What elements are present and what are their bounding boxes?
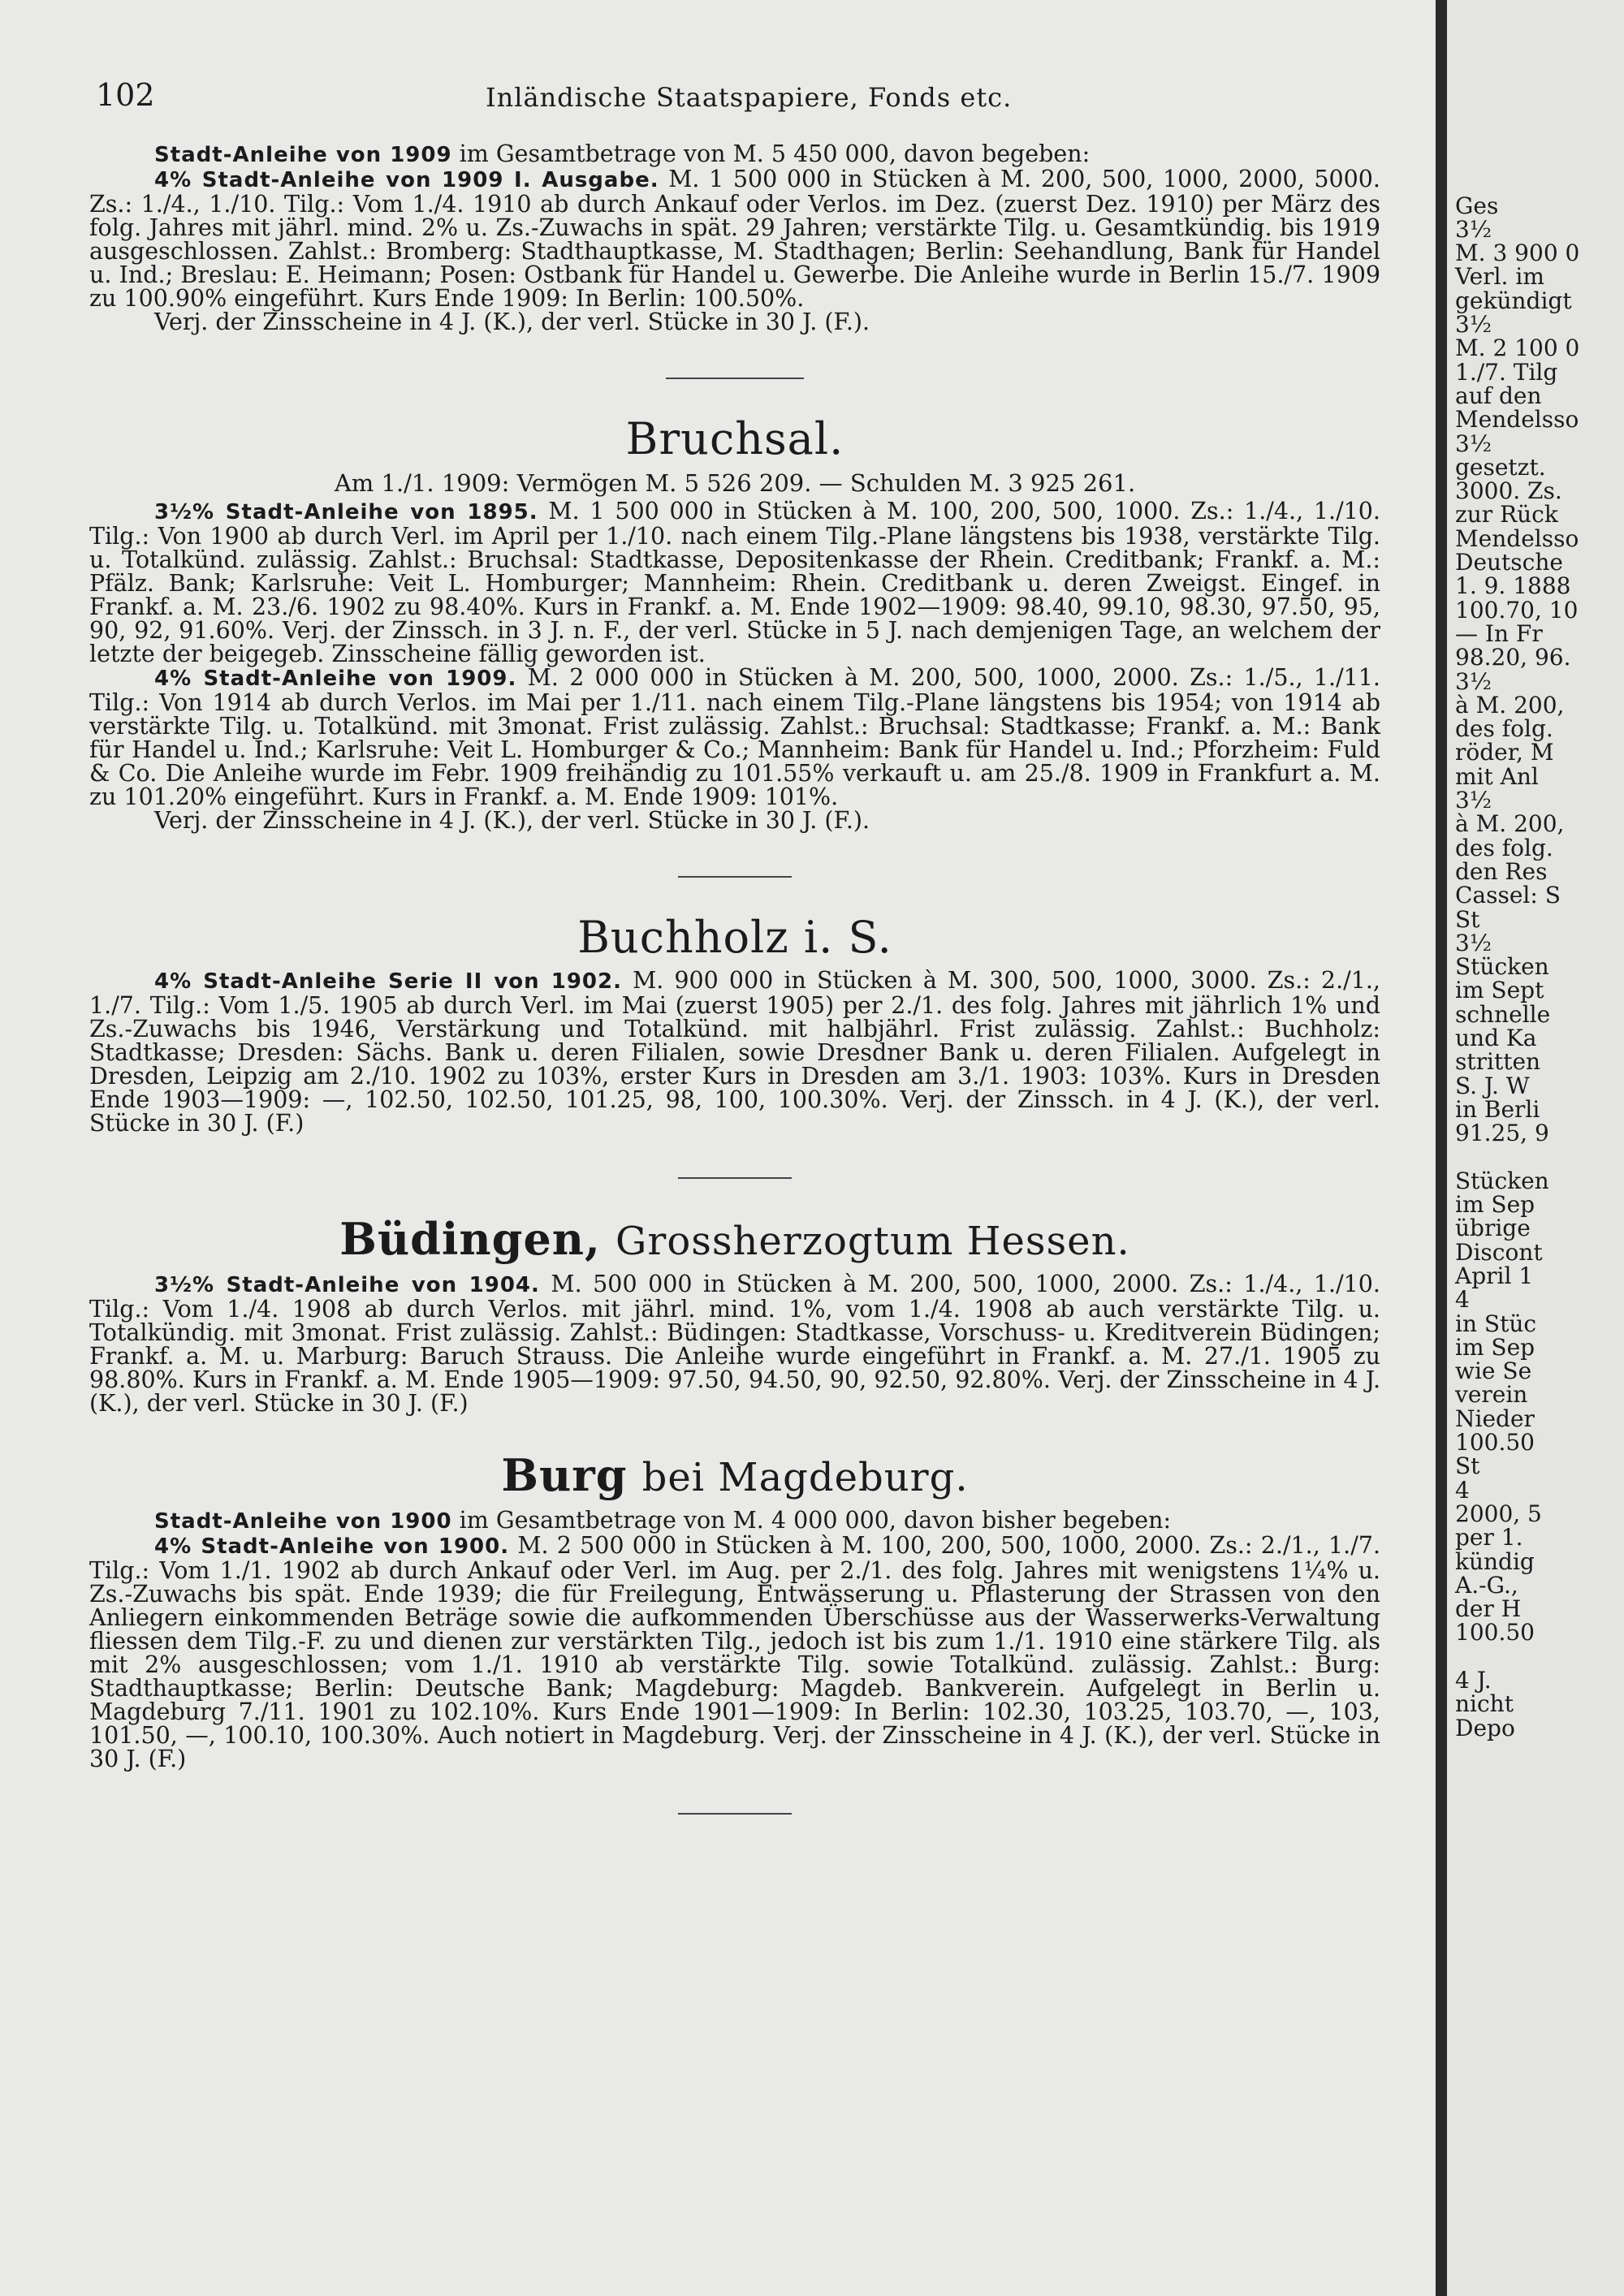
adjacent-page-line: Nieder bbox=[1455, 1405, 1535, 1432]
adjacent-page-line: 4 bbox=[1455, 1476, 1470, 1504]
city-subtitle: Grossherzogtum Hessen. bbox=[615, 1219, 1130, 1264]
adjacent-page-line: St bbox=[1455, 1452, 1480, 1480]
adjacent-page-line: des folg. bbox=[1455, 715, 1553, 743]
adjacent-page-line: der H bbox=[1455, 1595, 1522, 1623]
loan-text: M. 500 000 in Stücken à M. 200, 500, 1000, 2000. Zs.: 1./4., 1./10. Tilg.: Vom 1./4. 1908 ab durch Verlos. mit jährl. mind. 1%, vom 1./4. 1908 ab auch verstärkte Tilg. u. Totalkündig. mit 3monat. Frist zulässig. Zahlst.: Büdingen: Stadtkasse, Vorschuss- u. Kreditverein Büdingen; Frankf. a. M. u. Marburg: Baruch Strauss. Die Anleihe wurde eingeführt in Frankf. a. M. 27./1. 1905 zu 98.80%. Kurs in Frankf. a. M. Ende 1905—1909: 97.50, 94.50, 90, 92.50, 92.80%. Verj. der Zinsscheine in 4 J. (K.), der verl. Stücke in 30 J. (F.) bbox=[89, 1271, 1380, 1417]
adjacent-page-line: mit Anl bbox=[1455, 762, 1539, 790]
adjacent-page-line: 4 bbox=[1455, 1286, 1470, 1314]
city-heading bbox=[89, 1451, 1380, 1502]
adjacent-page-line bbox=[1447, 1145, 1624, 1168]
loan-entry bbox=[89, 1508, 1380, 1534]
section-divider bbox=[678, 1177, 792, 1179]
adjacent-page-line: 2000, 5 bbox=[1455, 1500, 1542, 1527]
loan-text: im Gesamtbetrage von M. 5 450 000, davon begeben: bbox=[451, 140, 1091, 167]
adjacent-page-line: Ges bbox=[1455, 192, 1499, 219]
loan-title: 3½% Stadt-Anleihe von 1904. bbox=[154, 1273, 540, 1297]
loan-title: 4% Stadt-Anleihe von 1900. bbox=[154, 1534, 510, 1559]
adjacent-page-line: à M. 200, bbox=[1455, 691, 1565, 719]
adjacent-page-line: im Sep bbox=[1455, 1333, 1535, 1361]
city-subtitle: bei Magdeburg. bbox=[641, 1455, 969, 1500]
city-heading bbox=[89, 415, 1380, 464]
adjacent-page-line: stritten bbox=[1455, 1048, 1541, 1076]
adjacent-page-line: Stücken bbox=[1455, 1167, 1549, 1194]
adjacent-page-line: übrige bbox=[1455, 1215, 1531, 1242]
adjacent-page-line: gesetzt. bbox=[1455, 453, 1546, 481]
adjacent-page-line: 3½ bbox=[1455, 667, 1492, 695]
adjacent-page-line: 98.20, 96. bbox=[1455, 644, 1571, 671]
adjacent-page-line: auf den bbox=[1455, 382, 1542, 409]
city-name: Burg bbox=[501, 1449, 628, 1501]
city-name: Buchholz i. S. bbox=[577, 912, 892, 963]
adjacent-page-line: den Res bbox=[1455, 857, 1548, 885]
city-heading bbox=[89, 913, 1380, 962]
adjacent-page-line: 100.50 bbox=[1455, 1619, 1535, 1646]
adjacent-page-line: schnelle bbox=[1455, 1000, 1551, 1028]
adjacent-page-line: 3000. Zs. bbox=[1455, 477, 1562, 505]
loan-entry bbox=[89, 142, 1380, 167]
adjacent-page-line: wie Se bbox=[1455, 1357, 1532, 1385]
adjacent-page-line: 3½ bbox=[1455, 429, 1492, 457]
adjacent-page-line: Verl. im bbox=[1455, 263, 1544, 291]
adjacent-page-strip bbox=[1447, 0, 1624, 2296]
adjacent-page-line bbox=[1447, 170, 1624, 193]
loan-title: 3½% Stadt-Anleihe von 1895. bbox=[154, 500, 538, 524]
loan-title: Stadt-Anleihe von 1900 bbox=[154, 1509, 452, 1534]
adjacent-page-line: kündig bbox=[1455, 1547, 1535, 1575]
adjacent-page-line: nicht bbox=[1455, 1690, 1514, 1718]
adjacent-page-line: 91.25, 9 bbox=[1455, 1120, 1549, 1147]
loan-entry bbox=[89, 167, 1380, 310]
adjacent-page-line: Stücken bbox=[1455, 953, 1549, 981]
adjacent-page-line: des folg. bbox=[1455, 834, 1553, 861]
adjacent-page-line: Deutsche bbox=[1455, 549, 1563, 576]
city-heading bbox=[89, 1215, 1380, 1266]
loan-text: Verj. der Zinsscheine in 4 J. (K.), der verl. Stücke in 30 J. (F.). bbox=[154, 807, 870, 834]
adjacent-page-line: Mendelsso bbox=[1455, 406, 1579, 434]
adjacent-page-line: in Berli bbox=[1455, 1095, 1540, 1123]
adjacent-page-line: April 1 bbox=[1455, 1262, 1534, 1289]
city-finances: Am 1./1. 1909: Vermögen M. 5 526 209. — Schulden M. 3 925 261. bbox=[334, 469, 1136, 497]
loan-text: M. 2 000 000 in Stücken à M. 200, 500, 1000, 2000. Zs.: 1./5., 1./11. Tilg.: Von 1914 ab durch Verlos. im Mai per 1./11. nach einem Tilg.-Plane längstens bis 1954; von 1914 ab verstärkte Tilg. u. Totalkünd. mit 3monat. Frist zulässig. Zahlst.: Bruchsal: Stadtkasse; Frankf. a. M.: Bank für Handel u. Ind.; Karlsruhe: Veit L. Homburger & Co.; Mannheim: Bank für Handel u. Ind.; Pforzheim: Fuld & Co. Die Anleihe wurde im Febr. 1909 freihändig zu 101.55% verkauft u. am 25./8. 1909 in Frankfurt a. M. zu 101.20% eingeführt. Kurs in Frankf. a. M. Ende 1909: 101%. bbox=[89, 664, 1380, 810]
adjacent-page-line: 100.50 bbox=[1455, 1429, 1535, 1457]
section-divider bbox=[678, 1813, 792, 1815]
adjacent-page-text bbox=[1447, 146, 1624, 1740]
adjacent-page-line: M. 3 900 0 bbox=[1455, 240, 1580, 267]
adjacent-page-line: Discont bbox=[1455, 1238, 1543, 1266]
loan-entry bbox=[89, 310, 1380, 335]
adjacent-page-line: 3½ bbox=[1455, 215, 1492, 243]
adjacent-page-line: im Sept bbox=[1455, 977, 1544, 1004]
loan-entry bbox=[89, 499, 1380, 666]
loan-text: M. 1 500 000 in Stücken à M. 100, 200, 500, 1000. Zs.: 1./4., 1./10. Tilg.: Von 1900 ab durch Verl. im April per 1./10. nach einem Tilg.-Plane längstens bis 1938, verstärkte Tilg. u. Totalkünd. zulässig. Zahlst.: Bruchsal: Stadtkasse, Depositenkasse der Rhein. Creditbank; Frankf. a. M.: Pfälz. Bank; Karlsruhe: Veit L. Homburger; Mannheim: Rhein. Creditbank u. deren Zweigst. Eingef. in Frankf. a. M. 23./6. 1902 zu 98.40%. Kurs in Frankf. a. M. Ende 1902—1909: 98.40, 99.10, 98.30, 97.50, 95, 90, 92, 91.60%. Verj. der Zinssch. in 3 J. n. F., der verl. Stücke in 5 J. nach demjenigen Tage, an welchem der letzte der beigegeb. Zinsscheine fällig geworden ist. bbox=[89, 498, 1380, 667]
loan-text: M. 1 500 000 in Stücken à M. 200, 500, 1000, 2000, 5000. Zs.: 1./4., 1./10. Tilg.: Vom 1./4. 1910 ab durch Ankauf oder Verlos. im Dez. (zuerst Dez. 1910) per März des folg. Jahres mit jährl. mind. 2% u. Zs.-Zuwachs in spät. 29 Jahren; verstärkte Tilg. u. Gesamtkündig. bis 1919 ausgeschlossen. Zahlst.: Bromberg: Stadthauptkasse, M. Stadthagen; Berlin: Seehandlung, Bank für Handel u. Ind.; Breslau: E. Heimann; Posen: Ostbank für Handel u. Gewerbe. Die Anleihe wurde in Berlin 15./7. 1909 zu 100.90% eingeführt. Kurs Ende 1909: In Berlin: 100.50%. bbox=[89, 166, 1380, 312]
adjacent-page-line: 100.70, 10 bbox=[1455, 596, 1579, 624]
running-title: Inländische Staatspapiere, Fonds etc. bbox=[486, 82, 1013, 113]
adjacent-page-line: röder, M bbox=[1455, 739, 1554, 766]
page-number: 102 bbox=[96, 77, 155, 113]
loan-title: 4% Stadt-Anleihe von 1909. bbox=[154, 667, 517, 691]
adjacent-page-line: per 1. bbox=[1455, 1524, 1523, 1552]
loan-title: Stadt-Anleihe von 1909 bbox=[154, 143, 452, 167]
adjacent-page-line: 3½ bbox=[1455, 929, 1492, 956]
adjacent-page-line: und Ka bbox=[1455, 1024, 1537, 1051]
loan-entry bbox=[89, 969, 1380, 1135]
adjacent-page-line: à M. 200, bbox=[1455, 810, 1565, 838]
adjacent-page-line: in Stüc bbox=[1455, 1310, 1537, 1337]
loan-entry bbox=[89, 1272, 1380, 1415]
adjacent-page-line bbox=[1447, 1645, 1624, 1668]
adjacent-page-line: gekündigt bbox=[1455, 287, 1572, 314]
adjacent-page-line: Mendelsso bbox=[1455, 524, 1579, 552]
adjacent-page-line: im Sep bbox=[1455, 1191, 1535, 1219]
adjacent-page-line: S. J. W bbox=[1455, 1072, 1530, 1099]
adjacent-page-line: verein bbox=[1455, 1381, 1528, 1409]
adjacent-page-line: M. 2 100 0 bbox=[1455, 334, 1580, 362]
adjacent-page-line: Cassel: S bbox=[1455, 882, 1561, 909]
section-divider bbox=[678, 876, 792, 878]
adjacent-page-line: — In Fr bbox=[1455, 619, 1543, 647]
loan-title: 4% Stadt-Anleihe von 1909 I. Ausgabe. bbox=[154, 168, 659, 192]
page-content bbox=[89, 142, 1380, 1815]
city-name: Bruchsal. bbox=[625, 413, 844, 464]
adjacent-page-line bbox=[1447, 146, 1624, 170]
adjacent-page-line: 1./7. Tilg bbox=[1455, 358, 1558, 386]
loan-text: M. 900 000 in Stücken à M. 300, 500, 1000, 3000. Zs.: 2./1., 1./7. Tilg.: Vom 1./5. 1905 ab durch Verl. im Mai (zuerst 1905) per 2./1. des folg. Jahres mit jährlich 1% und Zs.-Zuwachs bis 1946, Verstärkung und Totalkünd. mit halbjährl. Frist zulässig. Zahlst.: Buchholz: Stadtkasse; Dresden: Sächs. Bank u. deren Filialen, sowie Dresdner Bank u. deren Filialen. Aufgelegt in Dresden, Leipzig am 2./10. 1902 zu 103%, erster Kurs in Dresden am 3./1. 1903: 103%. Kurs in Dresden Ende 1903—1909: —, 102.50, 102.50, 101.25, 98, 100, 100.30%. Verj. der Zinssch. in 4 J. (K.), der verl. Stücke in 30 J. (F.) bbox=[89, 967, 1380, 1137]
loan-entry bbox=[89, 1534, 1380, 1771]
loan-entry bbox=[89, 809, 1380, 834]
loan-entry bbox=[89, 666, 1380, 809]
adjacent-page-line: zur Rück bbox=[1455, 501, 1558, 529]
adjacent-page-line: 1. 9. 1888 bbox=[1455, 572, 1571, 600]
adjacent-page-line: St bbox=[1455, 905, 1480, 933]
adjacent-page-line: Depo bbox=[1455, 1714, 1515, 1741]
adjacent-page-line: 4 J. bbox=[1455, 1667, 1492, 1694]
page-header bbox=[96, 77, 1383, 118]
loan-title: 4% Stadt-Anleihe Serie II von 1902. bbox=[154, 969, 622, 994]
book-gutter bbox=[1436, 0, 1447, 2296]
adjacent-page-line: A.-G., bbox=[1455, 1571, 1518, 1599]
loan-text: Verj. der Zinsscheine in 4 J. (K.), der verl. Stücke in 30 J. (F.). bbox=[154, 309, 870, 335]
adjacent-page-line: 3½ bbox=[1455, 787, 1492, 814]
adjacent-page-line: 3½ bbox=[1455, 311, 1492, 339]
loan-text: im Gesamtbetrage von M. 4 000 000, davon bisher begeben: bbox=[451, 1507, 1172, 1534]
city-name: Büdingen, bbox=[339, 1213, 601, 1265]
section-divider bbox=[666, 378, 804, 379]
loan-text: M. 2 500 000 in Stücken à M. 100, 200, 500, 1000, 2000. Zs.: 2./1., 1./7. Tilg.: Vom 1./1. 1902 ab durch Ankauf oder Verl. im Aug. per 2./1. des folg. Jahres mit wenigstens 1¼% u. Zs.-Zuwachs bis spät. Ende 1939; die für Freilegung, Entwässerung u. Pflasterung der Strassen von den Anliegern einkommenden Beträge sowie die aufkommenden Überschüsse aus der Wasserwerks-Verwaltung fliessen dem Tilg.-F. zu und dienen zur verstärkten Tilg., jedoch ist bis zum 1./1. 1910 eine stärkere Tilg. als mit 2% ausgeschlossen; vom 1./1. 1910 ab verstärkte Tilg. sowie Totalkünd. zulässig. Zahlst.: Burg: Stadthauptkasse; Berlin: Deutsche Bank; Magdeburg: Magdeb. Bankverein. Aufgelegt in Berlin u. Magdeburg 7./11. 1901 zu 102.10%. Kurs Ende 1901—1909: In Berlin: 102.30, 103.25, 103.70, —, 103, 101.50, —, 100.10, 100.30%. Auch notiert in Magdeburg. Verj. der Zinsscheine in 4 J. (K.), der verl. Stücke in 30 J. (F.) bbox=[89, 1532, 1381, 1772]
